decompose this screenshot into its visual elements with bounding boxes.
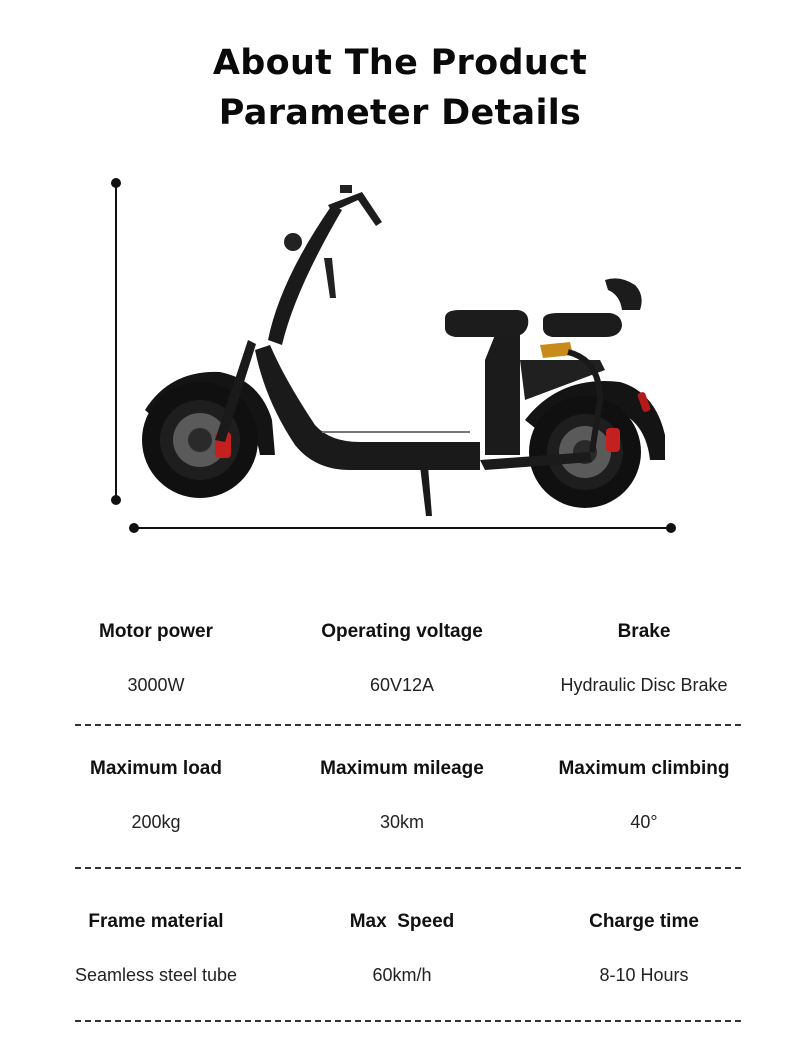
row-divider [75, 867, 741, 869]
spec-value: 3000W [127, 675, 185, 695]
spec-label: Max Speed [349, 911, 455, 932]
row-divider [75, 724, 741, 726]
spec-value: Hydraulic Disc Brake [560, 675, 728, 695]
length-dimension-line [129, 523, 676, 533]
spec-label: Operating voltage [321, 621, 483, 642]
scooter-icon [142, 185, 665, 516]
spec-label: Maximum mileage [320, 758, 484, 779]
spec-value: 60km/h [372, 965, 432, 985]
page-title-line-2: Parameter Details [218, 93, 582, 133]
spec-value: 60V12A [369, 675, 435, 695]
row-divider [75, 1020, 741, 1022]
spec-value: 8-10 Hours [599, 965, 689, 985]
height-dimension-line [111, 178, 121, 505]
spec-label: Maximum load [90, 758, 222, 779]
product-figure [100, 170, 690, 540]
spec-value: Seamless steel tube [74, 965, 238, 985]
spec-label: Maximum climbing [558, 758, 730, 779]
spec-label: Brake [617, 621, 671, 642]
page-title-line-1: About The Product [212, 43, 588, 83]
spec-label: Frame material [88, 911, 224, 932]
spec-value: 40° [630, 812, 658, 832]
spec-label: Charge time [589, 911, 699, 932]
spec-label: Motor power [99, 621, 213, 642]
spec-value: 200kg [131, 812, 181, 832]
spec-value: 30km [379, 812, 424, 832]
